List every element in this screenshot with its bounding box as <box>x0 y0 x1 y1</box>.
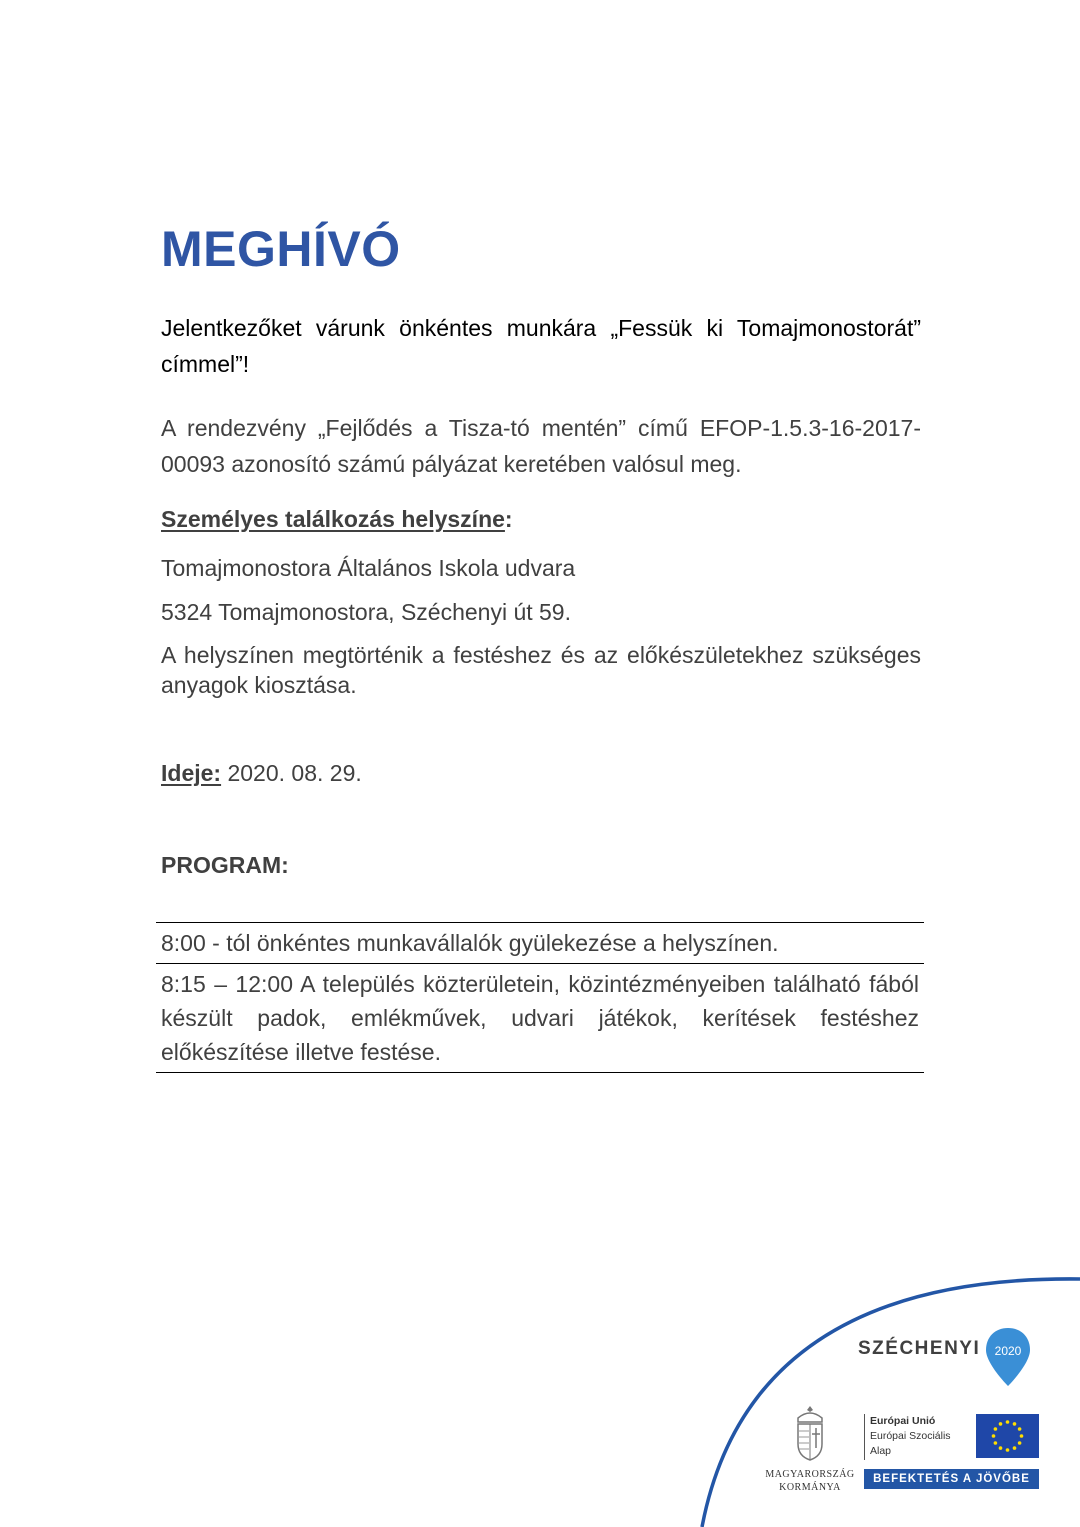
hungarian-crest-icon <box>790 1404 830 1462</box>
eu-flag-icon <box>976 1414 1039 1458</box>
date-value: 2020. 08. 29. <box>227 760 362 786</box>
date-label: Ideje: <box>161 760 222 786</box>
event-date <box>161 760 921 787</box>
location-heading <box>161 506 921 533</box>
eu-logo-text <box>870 1414 951 1459</box>
location-venue: Tomajmonostora Általános Iskola udvara <box>161 555 576 581</box>
szechenyi-logo-text: SZÉCHENYI <box>858 1338 981 1359</box>
location-note: A helyszínen megtörténik a festéshez és az előkészületekhez szükséges anyagok kiosztása. <box>161 642 921 698</box>
location-heading-colon: : <box>504 506 513 532</box>
program-row <box>156 964 924 1073</box>
befektetes-banner: BEFEKTETÉS A JÖVŐBE <box>864 1469 1039 1489</box>
eu-line-1: Európai Unió <box>870 1415 936 1427</box>
program-table <box>156 922 924 1073</box>
szechenyi-pin-icon <box>984 1326 1032 1388</box>
eu-line-2: Európai Szociális <box>870 1430 951 1442</box>
eu-line-3: Alap <box>870 1445 892 1457</box>
program-item: 8:15 – 12:00 A település közterületein, közintézményeiben található fából készült padok, emlékművek, udvari játékok, kerítések festéshez előkészítése illetve festése. <box>156 964 924 1073</box>
document-title: MEGHÍVÓ <box>161 221 401 277</box>
government-line-1: MAGYARORSZÁG <box>765 1469 855 1480</box>
government-logo-text <box>760 1468 860 1494</box>
location-address: 5324 Tomajmonostora, Széchenyi út 59. <box>161 599 571 625</box>
program-row <box>156 923 924 964</box>
project-paragraph: A rendezvény „Fejlődés a Tisza-tó mentén” című EFOP-1.5.3-16-2017-00093 azonosító számú pályázat keretében valósul meg. <box>161 415 921 477</box>
szechenyi-year: 2020 <box>994 1344 1022 1358</box>
government-line-2: KORMÁNYA <box>779 1482 841 1493</box>
eu-divider <box>864 1414 865 1460</box>
program-heading: PROGRAM: <box>161 852 289 878</box>
program-item: 8:00 - tól önkéntes munkavállalók gyülekezése a helyszínen. <box>156 923 924 964</box>
intro-paragraph: Jelentkezőket várunk önkéntes munkára „Fessük ki Tomajmonostorát” címmel”! <box>161 315 921 377</box>
location-heading-text: Személyes találkozás helyszíne <box>161 506 505 532</box>
